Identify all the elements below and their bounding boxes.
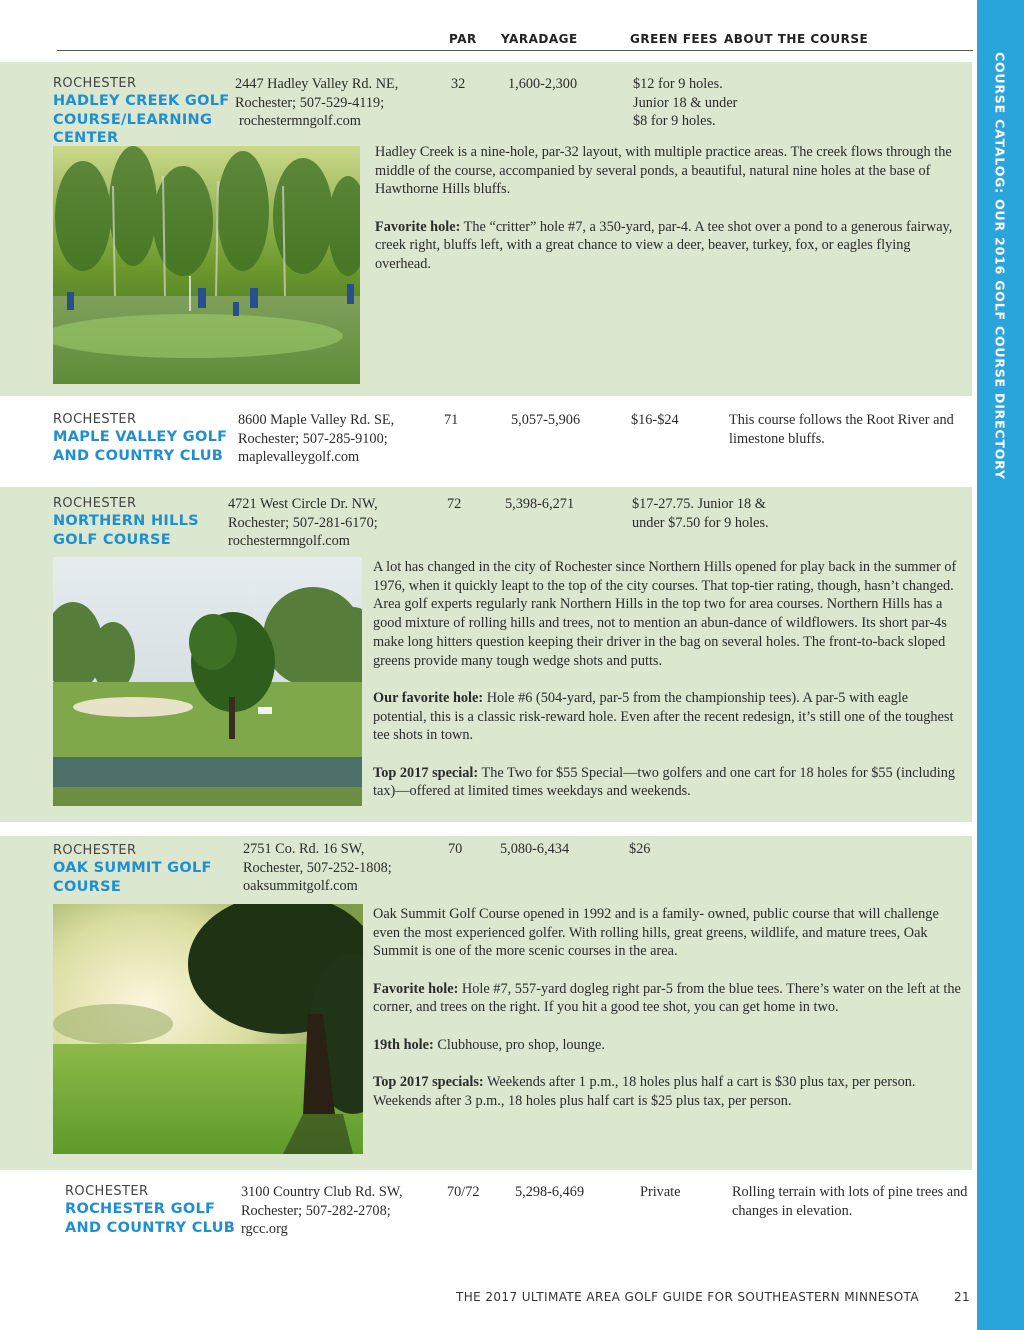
course-photo-oak-summit bbox=[53, 904, 363, 1154]
course-name: OAK SUMMIT GOLF COURSE bbox=[53, 860, 212, 895]
course-address: 2447 Hadley Valley Rd. NE, Rochester; 507-529-4119; rochestermngolf.com bbox=[235, 76, 399, 129]
course-fees: Private bbox=[640, 1184, 681, 1200]
course-description: Hadley Creek is a nine-hole, par-32 layout, with multiple practice areas. The creek flows through the middle of the course, accompanied by several ponds, a beautiful, natural nine holes at the base of Hawthorne Hills bluffs. Favorite hole: The “critter” hole #7, a 350-yard, par-4. A tee shot over a pond to a generous fairway, creek right, bluffs left, with a great chance to view a deer, beaver, turkey, fox, or eagles flying overhead. bbox=[375, 144, 953, 273]
course-city: ROCHESTER bbox=[53, 412, 137, 427]
course-city: ROCHESTER bbox=[53, 76, 137, 91]
course-photo-hadley-creek bbox=[53, 146, 360, 384]
course-address: 8600 Maple Valley Rd. SE, Rochester; 507-285-9100; maplevalleygolf.com bbox=[238, 412, 395, 465]
sidebar-title: COURSE CATALOG: OUR 2016 GOLF COURSE DIRECTORY bbox=[992, 52, 1008, 480]
course-yardage: 5,057-5,906 bbox=[511, 412, 581, 428]
course-name: MAPLE VALLEY GOLF AND COUNTRY CLUB bbox=[53, 429, 228, 464]
course-par: 71 bbox=[444, 412, 459, 428]
course-fees: $17-27.75. Junior 18 & under $7.50 for 9 holes. bbox=[632, 496, 769, 531]
course-description: Oak Summit Golf Course opened in 1992 and is a family- owned, public course that will challenge even the most experienced golfer. With rolling hills, great greens, wildlife, and mature trees, Oak Summit is one of the more scenic courses in the area. Favorite hole: Hole #7, 557-yard dogleg right par-5 from the blue tees. There’s water on the left at the corner, and trees on the right. If you hit a good tee shot, you can get home in two. 19th hole: Clubhouse, pro shop, lounge. Top 2017 specials: Weekends after 1 p.m., 18 holes plus half a cart is $30 plus tax, per person. Weekends after 3 p.m., 18 holes plus half cart is $25 plus tax, per person. bbox=[373, 906, 961, 1109]
course-yardage: 5,398-6,271 bbox=[505, 496, 575, 512]
special-label: Top 2017 specials: bbox=[373, 1074, 484, 1090]
course-fees: $16-$24 bbox=[631, 412, 679, 428]
course-city: ROCHESTER bbox=[53, 843, 137, 858]
course-fees: $26 bbox=[629, 841, 651, 857]
header-green-fees: GREEN FEES bbox=[630, 32, 718, 46]
course-description: A lot has changed in the city of Rochester since Northern Hills opened for play back in the summer of 1976, when it quickly leapt to the top of the city courses. That top-tier rating, though, hasn’t changed. Area golf experts regularly rank Northern Hills in the top two for area courses. Northern Hills has a good mixture of rolling hills and trees, not to mention an abun-dance of wildflowers. Its short par-4s make long hitters question keeping their driver in the bag on several holes. The front-to-back sloped greens provide many tough wedge shots and putts. Our favorite hole: Hole #6 (504-yard, par-5 from the championship tees). A par-5 with eagle potential, this is a classic risk-reward hole. Even after the recent redesign, it’s still one of the toughest tee shots in town. Top 2017 special: The Two for $55 Special—two golfers and one cart for 18 holes for $55 (including tax)—offered at limited times weekdays and weekends. bbox=[373, 559, 957, 800]
course-name: ROCHESTER GOLF AND COUNTRY CLUB bbox=[65, 1201, 236, 1236]
course-yardage: 1,600-2,300 bbox=[508, 76, 578, 92]
favorite-hole-label: Our favorite hole: bbox=[373, 689, 484, 706]
course-about: Rolling terrain with lots of pine trees and changes in elevation. bbox=[732, 1184, 968, 1219]
course-fees: $12 for 9 holes. Junior 18 & under $8 for 9 holes. bbox=[633, 76, 738, 129]
header-rule bbox=[57, 50, 973, 51]
course-name: HADLEY CREEK GOLF COURSE/LEARNING CENTER bbox=[53, 93, 230, 146]
course-address: 4721 West Circle Dr. NW, Rochester; 507-281-6170; rochestermngolf.com bbox=[228, 496, 378, 549]
header-about: ABOUT THE COURSE bbox=[724, 32, 869, 46]
footer-title: THE 2017 ULTIMATE AREA GOLF GUIDE FOR SOUTHEASTERN MINNESOTA bbox=[456, 1290, 919, 1304]
course-yardage: 5,080-6,434 bbox=[500, 841, 570, 857]
header-par: PAR bbox=[449, 32, 477, 46]
favorite-hole-label: Favorite hole: bbox=[375, 218, 461, 235]
nineteenth-hole-label: 19th hole: bbox=[373, 1036, 434, 1053]
course-par: 72 bbox=[447, 496, 462, 512]
course-about: This course follows the Root River and limestone bluffs. bbox=[729, 412, 954, 447]
course-photo-northern-hills bbox=[53, 557, 362, 806]
course-name: NORTHERN HILLS GOLF COURSE bbox=[53, 513, 199, 548]
course-city: ROCHESTER bbox=[65, 1184, 149, 1199]
course-par: 70 bbox=[448, 841, 463, 857]
course-address: 2751 Co. Rd. 16 SW, Rochester, 507-252-1808; oaksummitgolf.com bbox=[243, 841, 392, 894]
special-label: Top 2017 special: bbox=[373, 764, 479, 781]
course-par: 32 bbox=[451, 76, 466, 92]
header-yardage: YARADAGE bbox=[501, 32, 578, 46]
course-address: 3100 Country Club Rd. SW, Rochester; 507-282-2708; rgcc.org bbox=[241, 1184, 403, 1237]
favorite-hole-label: Favorite hole: bbox=[373, 980, 459, 997]
course-city: ROCHESTER bbox=[53, 496, 137, 511]
course-yardage: 5,298-6,469 bbox=[515, 1184, 585, 1200]
page-number: 21 bbox=[954, 1290, 971, 1304]
course-par: 70/72 bbox=[447, 1184, 480, 1200]
